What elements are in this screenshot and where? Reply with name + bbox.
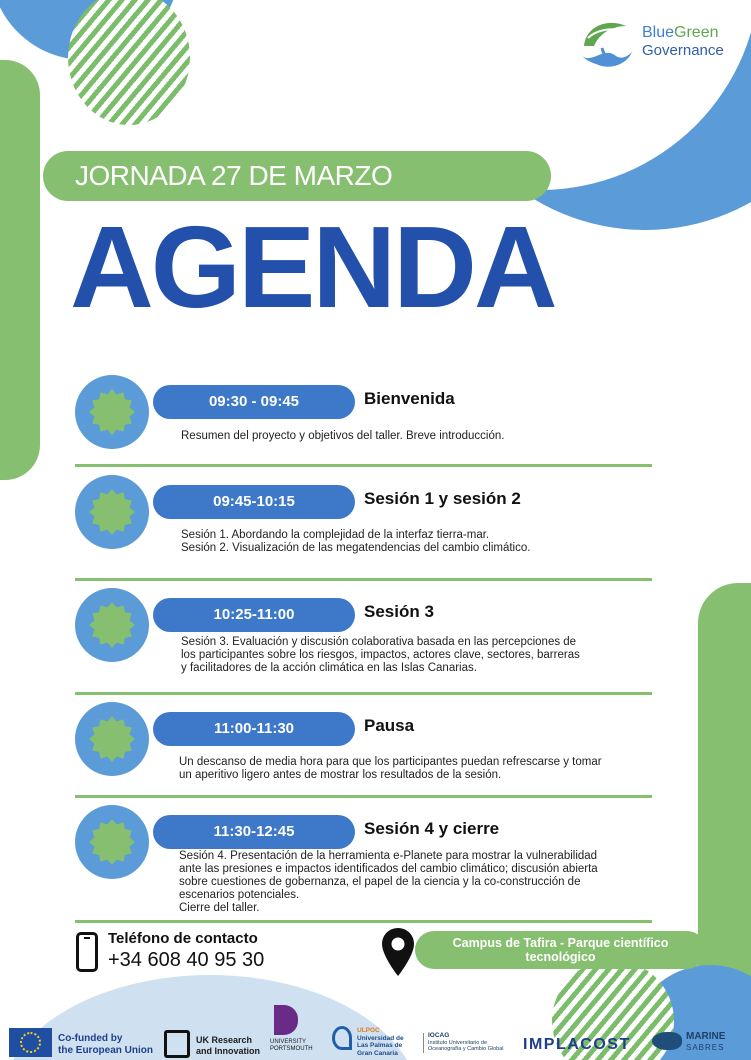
description-line: Un descanso de media hora para que los participantes puedan refrescarse y tomar: [179, 756, 602, 768]
date-banner: JORNADA 27 DE MARZO: [43, 151, 551, 201]
description-line: Sesión 2. Visualización de las megatendencias del cambio climático.: [181, 542, 531, 554]
marine-sabres-label: [686, 1031, 725, 1053]
description-line: ante las presiones e impactos identificados del cambio climático; discusión abierta: [179, 863, 598, 875]
item-description: [181, 529, 651, 555]
logo-green-word: Green: [674, 24, 719, 41]
ukri-logo-icon: [164, 1030, 190, 1058]
item-title: Sesión 1 y sesión 2: [364, 489, 521, 508]
eu-label-line2: the European Union: [58, 1045, 153, 1056]
portsmouth-label-line2: PORTSMOUTH: [270, 1046, 313, 1052]
item-description: [181, 636, 651, 675]
description-line: y facilitadores de la acción climática en las Islas Canarias.: [181, 662, 477, 674]
ulpgc-label-line3: Gran Canaria: [357, 1049, 398, 1057]
agenda-item-welcome: [75, 375, 652, 455]
iocag-label-line2: Oceanografía y Cambio Global: [428, 1046, 504, 1052]
item-title: Pausa: [364, 716, 415, 735]
logo-text: [642, 24, 724, 60]
bluegreen-governance-logo: [578, 16, 738, 72]
agenda-badge-icon: [75, 805, 149, 879]
agenda-item-sessions-1-2: [75, 475, 652, 555]
ulpgc-logo-icon: [332, 1026, 352, 1050]
item-description: [181, 430, 651, 443]
agenda-badge-icon: [75, 475, 149, 549]
page-title: AGENDA: [70, 202, 555, 332]
map-pin-icon: [382, 928, 414, 976]
agenda-badge-icon: [75, 588, 149, 662]
item-description: [179, 756, 653, 782]
iocag-label-line0: IOCAG: [428, 1032, 450, 1039]
ukri-label: [196, 1035, 260, 1057]
portsmouth-label-line1: UNIVERSITY: [270, 1039, 307, 1045]
ulpgc-label-line1: Universidad de: [357, 1034, 404, 1042]
agenda-badge-icon: [75, 375, 149, 449]
time-pill: 11:30-12:45: [153, 815, 355, 849]
item-title: Sesión 3: [364, 602, 434, 621]
section-divider: [75, 920, 652, 923]
section-divider: [75, 578, 652, 581]
ulpgc-label-line2: Las Palmas de: [357, 1042, 403, 1049]
description-line: Cierre del taller.: [179, 902, 260, 914]
description-line: Sesión 1. Abordando la complejidad de la interfaz tierra-mar.: [181, 529, 490, 541]
time-pill: 11:00-11:30: [153, 712, 355, 746]
leaf-wave-icon: [578, 16, 634, 70]
portsmouth-label: [270, 1039, 313, 1053]
time-pill: 09:45-10:15: [153, 485, 355, 519]
section-divider: [75, 795, 652, 798]
item-title: Bienvenida: [364, 389, 455, 408]
implacost-logo: IMPLACOST: [523, 1036, 631, 1053]
description-line: Sesión 3. Evaluación y discusión colaborativa basada en las percepciones de: [181, 636, 577, 648]
marine-label-line2: SABRES: [686, 1043, 725, 1052]
contact-label: Teléfono de contacto: [108, 930, 258, 947]
eu-label: [58, 1033, 153, 1057]
description-line: sobre cuestiones de gobernanza, el papel de la ciencia y la co-construcción de: [179, 876, 581, 888]
ulpgc-label: [357, 1027, 404, 1057]
time-pill: 10:25-11:00: [153, 598, 355, 632]
eu-label-line1: Co-funded by: [58, 1033, 123, 1044]
marine-sabres-fish-icon: [652, 1032, 682, 1050]
ukri-label-line2: and Innovation: [196, 1046, 260, 1056]
agenda-item-break: [75, 702, 652, 792]
description-line: Sesión 4. Presentación de la herramienta e-Planete para mostrar la vulnerabilidad: [179, 850, 598, 862]
phone-icon: [76, 932, 98, 972]
top-left-striped-circle: [68, 0, 190, 125]
iocag-label: [423, 1033, 504, 1053]
section-divider: [75, 464, 652, 467]
contact-phone[interactable]: +34 608 40 95 30: [108, 949, 265, 971]
location-line: Campus de Tafira - Parque científico: [452, 936, 669, 950]
portsmouth-logo-icon: [274, 1005, 298, 1035]
ulpgc-label-line0: ULPGC: [357, 1027, 380, 1034]
agenda-badge-icon: [75, 702, 149, 776]
time-pill: 09:30 - 09:45: [153, 385, 355, 419]
footer-logos: [0, 1020, 751, 1060]
description-line: escenarios potenciales.: [179, 889, 300, 901]
ukri-label-line1: UK Research: [196, 1035, 253, 1045]
eu-stars-icon: [20, 1032, 41, 1053]
left-green-bar: [0, 60, 40, 480]
agenda-item-session-3: [75, 588, 652, 688]
description-line: los participantes sobre los riesgos, impactos, actores clave, sectores, barreras: [181, 649, 580, 661]
marine-label-line1: MARINE: [686, 1031, 726, 1042]
description-line: un aperitivo ligero antes de mostrar los resultados de la sesión.: [179, 769, 502, 781]
iocag-label-line1: Instituto Universitario de: [428, 1039, 487, 1046]
item-description: [179, 850, 653, 915]
section-divider: [75, 692, 652, 695]
logo-governance-word: Governance: [642, 42, 724, 59]
logo-blue-word: Blue: [642, 24, 675, 41]
description-line: Resumen del proyecto y objetivos del taller. Breve introducción.: [181, 430, 505, 442]
location-line: tecnológico: [525, 950, 596, 964]
location-pill: [415, 931, 706, 969]
item-title: Sesión 4 y cierre: [364, 819, 500, 838]
agenda-item-session-4: [75, 805, 652, 920]
